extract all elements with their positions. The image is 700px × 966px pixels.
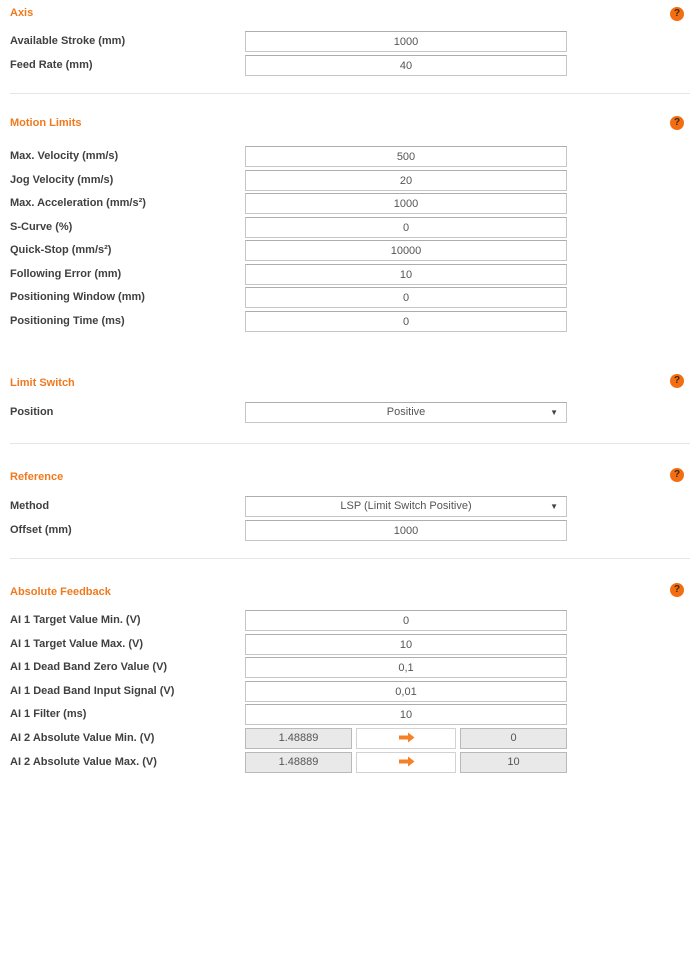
- section-title-axis: Axis: [10, 7, 34, 19]
- jog-velocity-input[interactable]: [245, 170, 567, 191]
- available-stroke-label: Available Stroke (mm): [10, 35, 126, 47]
- chevron-down-icon: ▼: [550, 408, 558, 417]
- ai1-target-min-label: AI 1 Target Value Min. (V): [10, 614, 141, 626]
- quick-stop-input[interactable]: [245, 240, 567, 261]
- positioning-time-input[interactable]: [245, 311, 567, 332]
- ai2-max-target-field: 10: [460, 752, 567, 773]
- chevron-down-icon: ▼: [550, 502, 558, 511]
- position-label: Position: [10, 406, 54, 418]
- form-row: [0, 681, 700, 702]
- max-velocity-input[interactable]: [245, 146, 567, 167]
- position-select-value: Positive: [386, 406, 426, 418]
- form-row: [0, 146, 700, 167]
- ai2-min-current-field: 1.48889: [245, 728, 352, 749]
- ai1-target-min-input[interactable]: [245, 610, 567, 631]
- feed-rate-label: Feed Rate (mm): [10, 59, 93, 71]
- section-title-absolute-feedback: Absolute Feedback: [10, 586, 111, 598]
- ai1-target-max-input[interactable]: [245, 634, 567, 655]
- section-title-motion-limits: Motion Limits: [10, 117, 82, 129]
- form-row: [0, 402, 700, 423]
- ai1-filter-label: AI 1 Filter (ms): [10, 708, 87, 720]
- max-velocity-label: Max. Velocity (mm/s): [10, 150, 119, 162]
- form-row: [0, 264, 700, 285]
- ai1-deadband-signal-input[interactable]: [245, 681, 567, 702]
- ai2-abs-max-label: AI 2 Absolute Value Max. (V): [10, 756, 157, 768]
- help-icon[interactable]: ?: [670, 374, 684, 388]
- ai1-deadband-signal-label: AI 1 Dead Band Input Signal (V): [10, 685, 175, 697]
- ai1-target-max-label: AI 1 Target Value Max. (V): [10, 638, 144, 650]
- section-divider: [10, 443, 690, 444]
- form-row: [0, 520, 700, 541]
- form-row: [0, 634, 700, 655]
- section-title-limit-switch: Limit Switch: [10, 377, 75, 389]
- quick-stop-label: Quick-Stop (mm/s²): [10, 244, 112, 256]
- form-row: [0, 31, 700, 52]
- form-row: [0, 752, 700, 773]
- form-row: [0, 496, 700, 517]
- method-label: Method: [10, 500, 50, 512]
- section-divider: [10, 558, 690, 559]
- form-row: [0, 287, 700, 308]
- form-row: [0, 311, 700, 332]
- ai1-deadband-zero-input[interactable]: [245, 657, 567, 678]
- method-select[interactable]: [245, 496, 567, 517]
- section-divider: [10, 93, 690, 94]
- ai2-max-transfer-button[interactable]: [356, 752, 456, 773]
- positioning-window-input[interactable]: [245, 287, 567, 308]
- available-stroke-input[interactable]: [245, 31, 567, 52]
- right-arrow-icon: [398, 730, 415, 748]
- form-row: [0, 704, 700, 725]
- positioning-window-label: Positioning Window (mm): [10, 291, 145, 303]
- ai2-min-target-field: 0: [460, 728, 567, 749]
- form-row: [0, 170, 700, 191]
- positioning-time-label: Positioning Time (ms): [10, 315, 125, 327]
- s-curve-label: S-Curve (%): [10, 221, 73, 233]
- ai2-abs-min-label: AI 2 Absolute Value Min. (V): [10, 732, 155, 744]
- form-row: [0, 55, 700, 76]
- method-select-value: LSP (Limit Switch Positive): [340, 500, 472, 512]
- ai2-min-transfer-button[interactable]: [356, 728, 456, 749]
- ai1-deadband-zero-label: AI 1 Dead Band Zero Value (V): [10, 661, 168, 673]
- form-row: [0, 193, 700, 214]
- s-curve-input[interactable]: [245, 217, 567, 238]
- form-row: [0, 217, 700, 238]
- jog-velocity-label: Jog Velocity (mm/s): [10, 174, 114, 186]
- help-icon[interactable]: ?: [670, 583, 684, 597]
- help-icon[interactable]: ?: [670, 468, 684, 482]
- right-arrow-icon: [398, 754, 415, 772]
- max-acceleration-label: Max. Acceleration (mm/s²): [10, 197, 146, 209]
- help-icon[interactable]: ?: [670, 116, 684, 130]
- following-error-input[interactable]: [245, 264, 567, 285]
- max-acceleration-input[interactable]: [245, 193, 567, 214]
- ai1-filter-input[interactable]: [245, 704, 567, 725]
- ai2-max-current-field: 1.48889: [245, 752, 352, 773]
- offset-input[interactable]: [245, 520, 567, 541]
- form-row: [0, 610, 700, 631]
- offset-label: Offset (mm): [10, 524, 72, 536]
- following-error-label: Following Error (mm): [10, 268, 122, 280]
- form-row: [0, 657, 700, 678]
- help-icon[interactable]: ?: [670, 7, 684, 21]
- form-row: [0, 728, 700, 749]
- position-select[interactable]: [245, 402, 567, 423]
- section-title-reference: Reference: [10, 471, 64, 483]
- feed-rate-input[interactable]: [245, 55, 567, 76]
- form-row: [0, 240, 700, 261]
